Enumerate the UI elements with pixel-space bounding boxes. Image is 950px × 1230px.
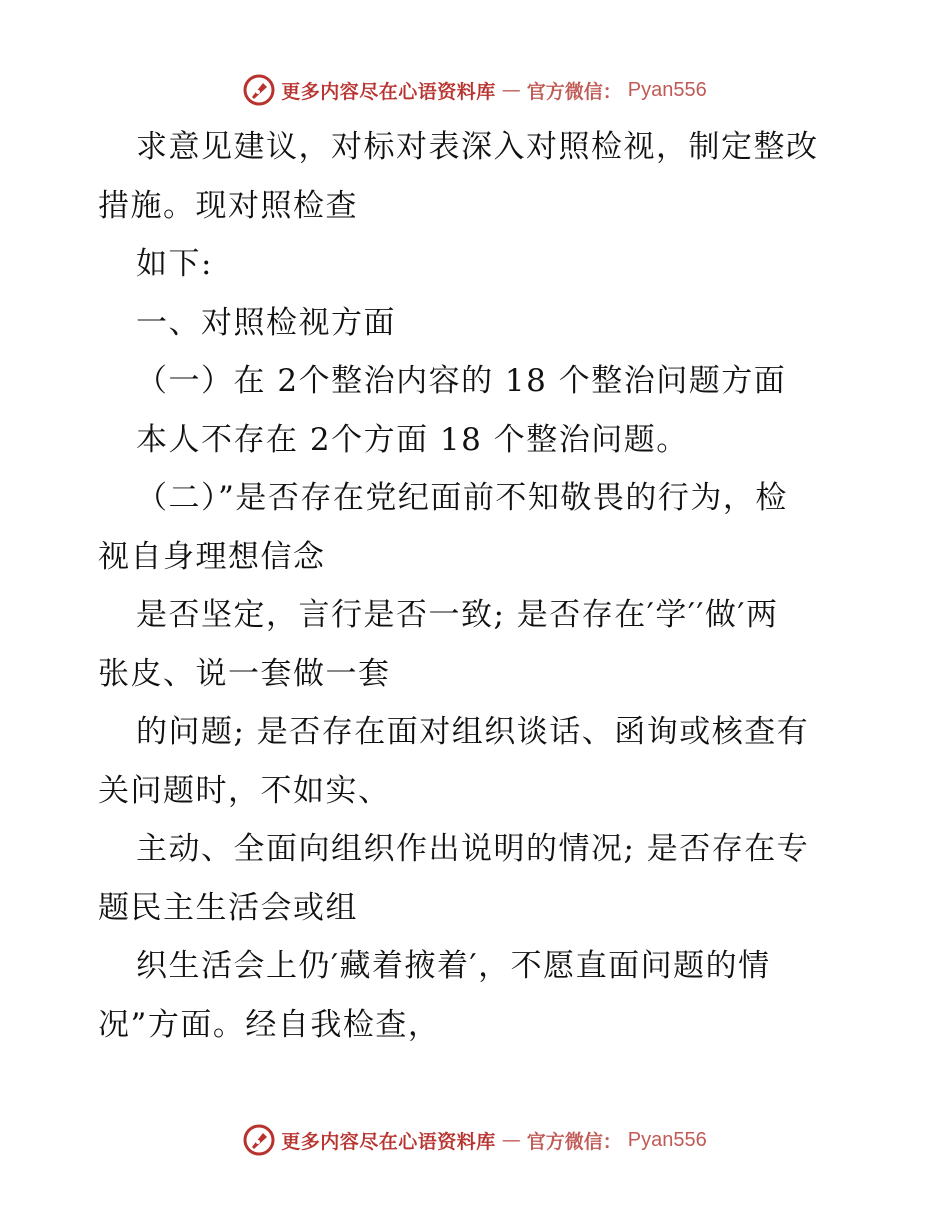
body-line: 关问题时，不如实、 — [98, 772, 391, 809]
section-heading: 一、对照检视方面 — [136, 304, 396, 341]
body-line: 如下: — [136, 246, 213, 282]
header-brand — [243, 74, 707, 106]
body-line: 是否坚定，言行是否一致; 是否存在′学′′做′两 — [136, 597, 779, 633]
footer-brand — [243, 1124, 707, 1156]
body-line: （二）”是否存在党纪面前不知敬畏的行为，检 — [136, 480, 788, 516]
body-line: （一）在 2个整治内容的 18 个整治问题方面 — [136, 363, 787, 399]
body-line: 措施。现对照检查 — [98, 187, 358, 224]
page-header — [0, 70, 950, 110]
footer-dash: — — [501, 1129, 521, 1151]
body-line: 主动、全面向组织作出说明的情况; 是否存在专 — [136, 831, 810, 867]
body-line: 的问题; 是否存在面对组织谈话、函询或核查有 — [136, 714, 810, 750]
header-dash: — — [501, 79, 521, 101]
header-wechat-id: Pyan556 — [627, 78, 707, 101]
document-body — [98, 118, 858, 1054]
body-line: 本人不存在 2个方面 18 个整治问题。 — [136, 421, 689, 458]
footer-wechat-id: Pyan556 — [627, 1128, 707, 1151]
body-line: 织生活会上仍′藏着掖着′，不愿直面问题的情 — [136, 948, 771, 984]
body-line: 张皮、说一套做一套 — [98, 655, 391, 692]
body-line: 题民主生活会或组 — [98, 889, 358, 926]
header-wechat-label: 官方微信： — [526, 80, 622, 103]
page-footer — [0, 1120, 950, 1160]
body-line: 况”方面。经自我检查， — [98, 1006, 441, 1043]
footer-brand-text: 更多内容尽在心语资料库 — [281, 1130, 496, 1153]
footer-wechat-label: 官方微信： — [526, 1130, 622, 1153]
header-brand-text: 更多内容尽在心语资料库 — [281, 80, 496, 103]
body-line: 求意见建议，对标对表深入对照检视，制定整改 — [136, 129, 819, 165]
pen-nib-logo-icon — [243, 1124, 275, 1156]
pen-nib-logo-icon — [243, 74, 275, 106]
body-line: 视自身理想信念 — [98, 538, 326, 575]
